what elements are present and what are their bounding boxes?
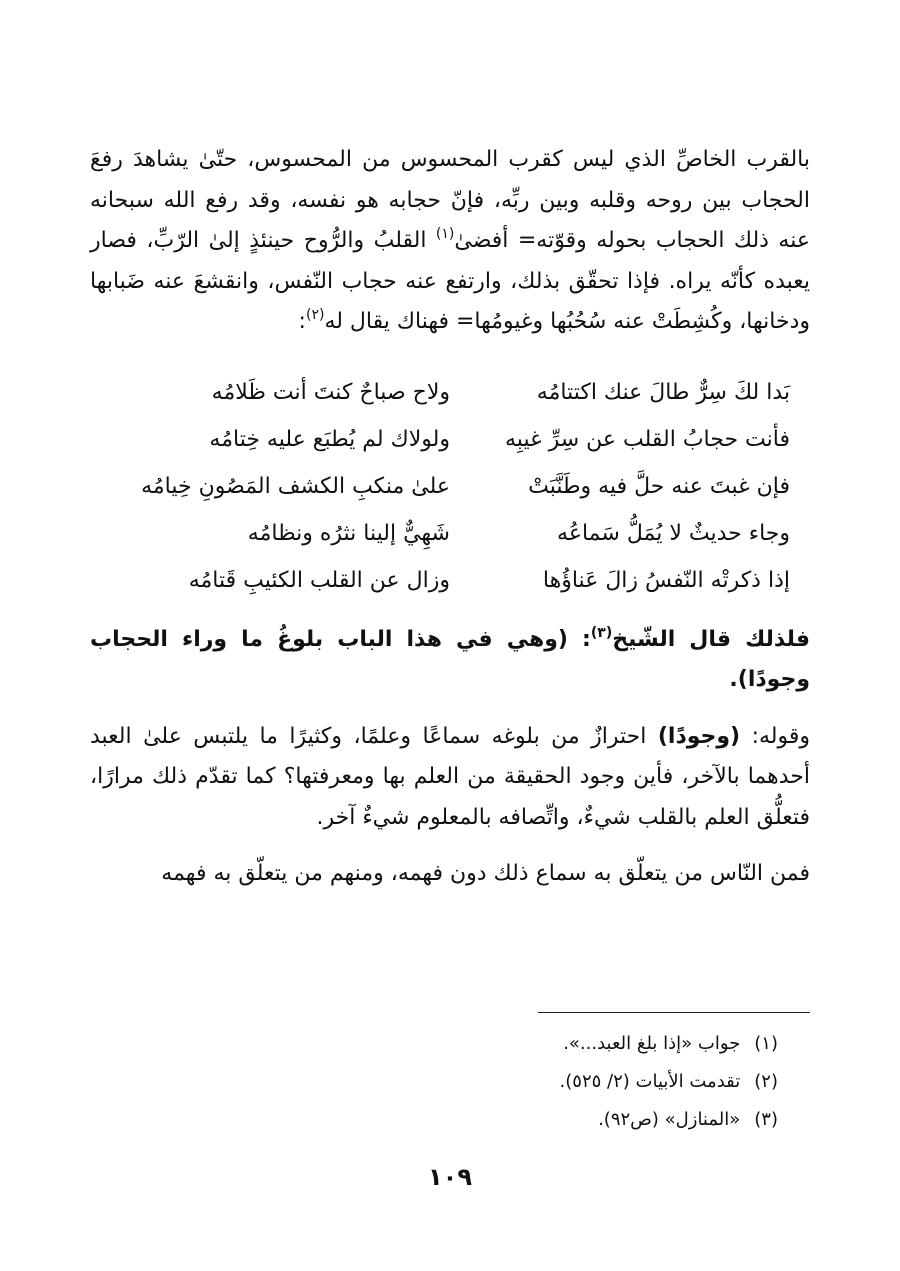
shaykh-quote: : (وهي في هذا الباب بلوغُ ما وراء الحجاب وجودًا). — [90, 626, 810, 692]
paragraph-1-text-a: بالقرب الخاصِّ الذي ليس كقرب المحسوس من المحسوس، حتّىٰ يشاهدَ رفعَ الحجاب بين روحه وقلبه وبين ربِّه، فإنّ حجابه هو نفسه، وقد رفع الله سبحانه عنه ذلك الحجاب بحوله وقوّته= أفضىٰ — [90, 147, 810, 253]
verse-second-hemistich: علىٰ منكبِ الكشف المَصُونِ خِيامُه — [141, 473, 450, 499]
verse-first-hemistich: بَدا لكَ سِرٌّ طالَ عنك اكتتامُه — [536, 379, 790, 405]
footnote-number: (١) — [754, 1033, 778, 1054]
verse-second-hemistich: وزال عن القلب الكئيبِ قَتامُه — [188, 567, 450, 593]
verse-line — [90, 463, 810, 510]
verse-line — [90, 416, 810, 463]
paragraph-3 — [90, 717, 810, 839]
footnote-separator — [538, 1012, 810, 1013]
footnote-ref-2[interactable]: (٢) — [305, 307, 325, 323]
footnote-number: (٣) — [754, 1109, 778, 1130]
verse-line — [90, 369, 810, 416]
verse-second-hemistich: ولولاك لم يُطبَع عليه خِتامُه — [209, 426, 450, 452]
verse-second-hemistich: شَهِيٌّ إلينا نثرُه ونظامُه — [247, 520, 450, 546]
footnote-text: جواب «إذا بلغ العبد...». — [563, 1033, 741, 1054]
verse-first-hemistich: فإن غبتَ عنه حلَّ فيه وطَنَّبَتْ — [528, 473, 790, 499]
footnote-ref-3[interactable]: (٣) — [590, 624, 613, 641]
paragraph-1-text-b: القلبُ والرُّوح حينئذٍ إلىٰ الرّبِّ، فصار يعبده كأنّه يراه. فإذا تحقّق بذلك، وارتفع عنه حجاب النّفس، وانقشعَ عنه ضَبابها ودخانها، وكُشِطَتْ عنه سُحُبُها وغيومُها= فهناك يقال له — [90, 228, 810, 334]
verse-second-hemistich: ولاح صباحٌ كنتَ أنت ظَلامُه — [211, 379, 450, 405]
verse-line — [90, 557, 810, 604]
verse-line — [90, 510, 810, 557]
verse-first-hemistich: إذا ذكرتْه النّفسُ زالَ عَناؤُها — [542, 567, 790, 593]
verse-first-hemistich: فأنت حجابُ القلب عن سِرِّ غيبِه — [505, 426, 790, 452]
footnote-text: تقدمت الأبيات (٢/ ٥٢٥). — [559, 1071, 741, 1092]
shaykh-said: قال الشّيخ — [612, 626, 732, 652]
paragraph-3-term: (وجودًا) — [657, 723, 741, 749]
paragraph-3-text: احترازٌ من بلوغه سماعًا وعلمًا، وكثيرًا ما يلتبس علىٰ العبد أحدهما بالآخر، فأين وجود الحقيقة من العلم بها ومعرفتها؟ كما تقدّم ذلك مرارًا، فتعلُّق العلم بالقلب شيءٌ، واتِّصافه بالمعلوم شيءٌ آخر. — [90, 723, 810, 830]
paragraph-1 — [90, 140, 810, 343]
poem — [90, 369, 810, 604]
paragraph-1-text-c: : — [298, 309, 306, 334]
paragraph-2-lead: فلذلك — [731, 626, 810, 652]
paragraph-2 — [90, 620, 810, 701]
footnotes — [90, 1025, 778, 1139]
footnote-text: «المنازل» (ص٩٢). — [598, 1109, 741, 1130]
footnote-item — [90, 1025, 778, 1063]
page-number: ١٠٩ — [428, 1163, 472, 1191]
verse-first-hemistich: وجاء حديثٌ لا يُمَلُّ سَماعُه — [557, 520, 790, 546]
footnote-item — [90, 1101, 778, 1139]
paragraph-4-text: فمن النّاس من يتعلّق به سماع ذلك دون فهمه، ومنهم من يتعلّق به فهمه — [161, 861, 810, 886]
paragraph-3-lead: وقوله: — [740, 723, 810, 749]
footnote-ref-1[interactable]: (١) — [435, 226, 455, 242]
footnote-item — [90, 1063, 778, 1101]
paragraph-4 — [90, 854, 810, 895]
footnote-number: (٢) — [754, 1071, 778, 1092]
